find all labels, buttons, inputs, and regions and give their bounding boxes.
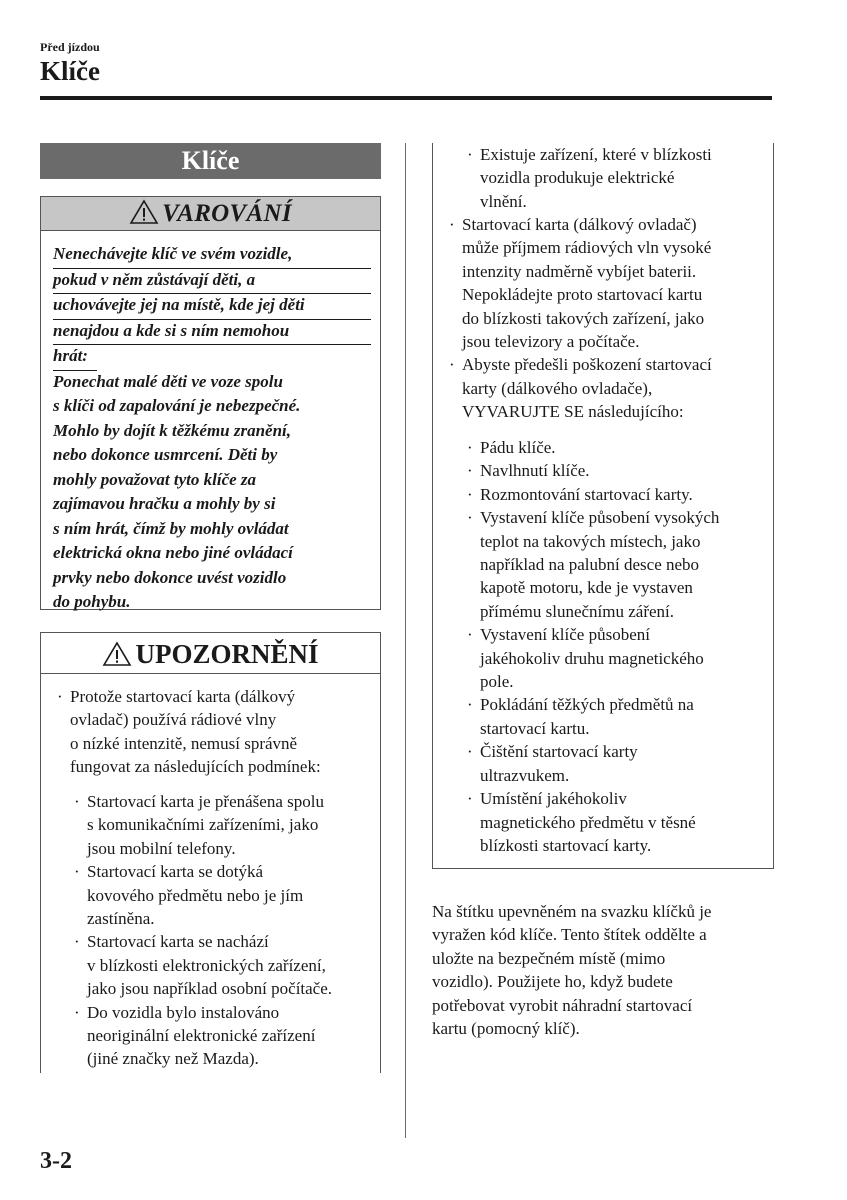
line: vozidla produkuje elektrické	[480, 168, 675, 188]
line: v blízkosti elektronických zařízení,	[87, 955, 326, 975]
line: o nízké intenzitě, nemusí správně	[70, 733, 298, 753]
caution-box	[40, 632, 381, 1073]
list-item	[74, 1001, 374, 1071]
caution-heading	[41, 633, 380, 674]
caution-heading-text: UPOZORNĚNÍ	[135, 639, 319, 669]
caution-continued-box	[432, 143, 774, 869]
line: jako jsou například osobní počítače.	[87, 979, 333, 999]
line: kartu (pomocný klíč).	[432, 1019, 580, 1039]
bullet: ·	[74, 1002, 80, 1022]
line: Vystavení klíče působení	[480, 625, 650, 645]
list-item	[467, 143, 767, 213]
line: ovladač) používá rádiové vlny	[70, 710, 277, 730]
line: Pádu klíče.	[480, 438, 556, 457]
column-divider	[405, 143, 406, 1138]
bullet: ·	[449, 215, 455, 234]
line: magnetického předmětu v těsné	[480, 812, 696, 832]
line: startovací kartu.	[480, 718, 590, 738]
line: například na palubní desce nebo	[480, 555, 700, 575]
warning-triangle-icon	[129, 199, 159, 225]
line: ultrazvukem.	[480, 765, 570, 785]
line: Existuje zařízení, které v blízkosti	[480, 145, 712, 164]
list-item	[74, 930, 374, 1000]
warning-box	[40, 196, 381, 610]
warning-line: nebo dokonce usmrcení. Děti by	[53, 445, 278, 464]
section-label: Před jízdou	[40, 40, 100, 54]
bullet: ·	[467, 508, 473, 528]
line: Startovací karta (dálkový ovladač)	[462, 215, 697, 234]
line: přímému slunečnímu záření.	[480, 601, 675, 621]
warning-line: elektrická okna nebo jiné ovládací	[53, 543, 293, 562]
bullet: ·	[74, 862, 80, 882]
bullet: ·	[467, 484, 473, 504]
line: VYVARUJTE SE následujícího:	[462, 402, 684, 422]
line: Do vozidla bylo instalováno	[87, 1002, 280, 1022]
warning-line: Nenechávejte klíč ve svém vozidle,	[53, 243, 371, 269]
line: blízkosti startovací karty.	[480, 835, 652, 855]
line: potřebovat vyrobit náhradní startovací	[432, 995, 693, 1015]
warning-line: prvky nebo dokonce uvést vozidlo	[53, 567, 287, 587]
list-item	[57, 685, 377, 779]
line: Na štítku upevněném na svazku klíčků je	[432, 902, 712, 921]
list-item	[467, 740, 767, 787]
line: Abyste předešli poškození startovací	[462, 355, 712, 375]
line: vyražen kód klíče. Tento štítek oddělte a	[432, 925, 707, 945]
line: Pokládání těžkých předmětů na	[480, 695, 694, 715]
warning-line: s klíči od zapalování je nebezpečné.	[53, 396, 301, 415]
list-item	[467, 459, 767, 482]
line: teplot na takových místech, jako	[480, 531, 701, 551]
line: jsou televizory a počítače.	[462, 332, 640, 352]
list-item	[467, 506, 767, 623]
list-item	[467, 436, 767, 459]
warning-line: zajímavou hračku a mohly by si	[53, 494, 276, 513]
bullet: ·	[467, 625, 473, 645]
bullet: ·	[467, 438, 473, 457]
list-item	[467, 483, 767, 506]
line: pole.	[480, 672, 514, 692]
key-tag-paragraph	[432, 900, 772, 1040]
line: Protože startovací karta (dálkový	[70, 687, 296, 706]
warning-line: mohly považovat tyto klíče za	[53, 469, 257, 489]
line: Rozmontování startovací karty.	[480, 484, 693, 504]
line: Startovací karta je přenášena spolu	[87, 792, 324, 811]
list-item	[467, 787, 767, 857]
bullet: ·	[449, 355, 455, 375]
caution-sub-list	[74, 790, 374, 1071]
caution-triangle-icon	[102, 641, 132, 667]
list-item	[467, 693, 767, 740]
bullet: ·	[467, 461, 473, 481]
line: Startovací karta se dotýká	[87, 862, 264, 882]
line: Umístění jakéhokoliv	[480, 789, 627, 809]
line: zastíněna.	[87, 909, 155, 929]
line: jakéhokoliv druhu magnetického	[480, 648, 704, 668]
page-number: 3-2	[40, 1148, 72, 1174]
bullet: ·	[467, 742, 473, 762]
warning-heading-text: VAROVÁNÍ	[162, 200, 292, 227]
line: fungovat za následujících podmínek:	[70, 757, 321, 777]
line: Startovací karta se nachází	[87, 932, 269, 952]
bullet: ·	[467, 695, 473, 715]
bullet: ·	[74, 792, 80, 811]
line: intenzity nadměrně vybíjet baterii.	[462, 261, 697, 281]
bullet: ·	[467, 789, 473, 809]
section-title-bar: Klíče	[40, 143, 381, 179]
bullet: ·	[57, 687, 63, 706]
warning-line: uchovávejte jej na místě, kde jej děti	[53, 294, 371, 320]
bullet: ·	[74, 932, 80, 952]
list-item	[449, 213, 769, 353]
warning-line: do pohybu.	[53, 592, 131, 611]
line: uložte na bezpečném místě (mimo	[432, 948, 666, 968]
line: kapotě motoru, kde je vystaven	[480, 578, 693, 598]
warning-line: Mohlo by dojít k těžkému zranění,	[53, 420, 292, 440]
line: vozidlo). Použijete ho, když budete	[432, 972, 673, 992]
caution-intro	[57, 685, 377, 779]
warning-line: pokud v něm zůstávají děti, a	[53, 269, 371, 295]
warning-body	[53, 243, 371, 616]
warning-line: s ním hrát, čímž by mohly ovládat	[53, 518, 289, 538]
warning-line: hrát:	[53, 345, 97, 371]
line: s komunikačními zařízeními, jako	[87, 815, 319, 835]
line: Čištění startovací karty	[480, 742, 638, 762]
warning-heading	[41, 197, 380, 231]
list-item	[74, 860, 374, 930]
warning-line: Ponechat malé děti ve voze spolu	[53, 371, 283, 391]
bullet: ·	[467, 145, 473, 164]
line: do blízkosti takových zařízení, jako	[462, 308, 705, 328]
line: neoriginální elektronické zařízení	[87, 1026, 316, 1046]
list-item	[74, 790, 374, 860]
line: jsou mobilní telefony.	[87, 838, 236, 858]
continued-sub-list	[467, 143, 767, 213]
line: může příjmem rádiových vln vysoké	[462, 238, 712, 258]
line: vlnění.	[480, 191, 527, 211]
avoid-list	[467, 436, 767, 857]
header-rule	[40, 96, 772, 100]
line: Vystavení klíče působení vysokých	[480, 508, 720, 528]
line: karty (dálkového ovladače),	[462, 378, 653, 398]
line: Nepokládejte proto startovací kartu	[462, 285, 703, 305]
line: Navlhnutí klíče.	[480, 461, 590, 481]
list-item	[467, 623, 767, 693]
page-heading: Klíče	[40, 56, 100, 86]
line: kovového předmětu nebo je jím	[87, 885, 304, 905]
line: (jiné značky než Mazda).	[87, 1049, 259, 1069]
list-item	[449, 353, 769, 423]
continued-list	[449, 213, 769, 424]
warning-line: nenajdou a kde si s ním nemohou	[53, 320, 371, 346]
